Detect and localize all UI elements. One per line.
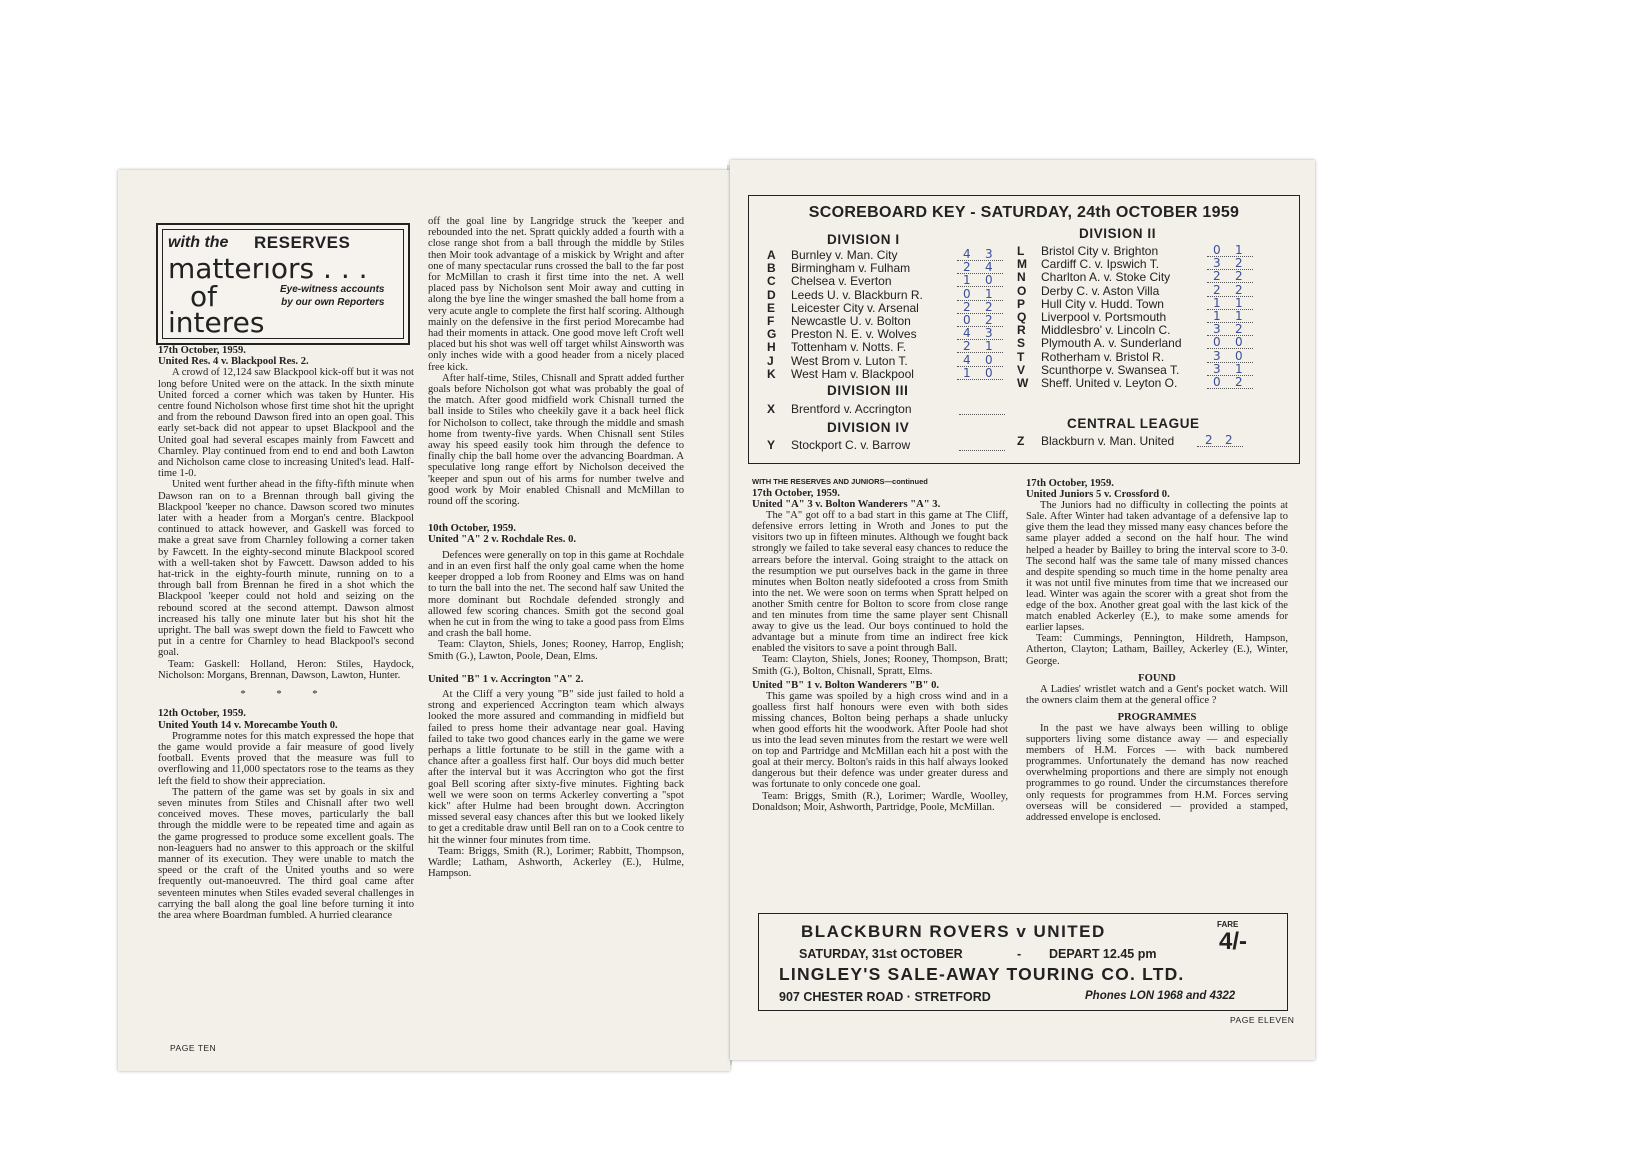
fixture-match: West Ham v. Blackpool [791, 366, 914, 381]
left-column-2 [428, 216, 684, 879]
score-written [1207, 322, 1253, 336]
division-3-heading: DIVISION III [827, 383, 909, 398]
division-2-heading: DIVISION II [1079, 226, 1157, 241]
fixture-letter: E [767, 300, 776, 315]
report-paragraph: United went further ahead in the fifty-fifth minute when Dawson ran on to a Brennan through ball giving the Blackpool 'keeper no chance. Dawson scored two minutes later with a header from a Morgan's centre. Blackpool continued to attack however, and Gaskell was forced to make a great save from Charnley following a corner taken by Fawcett. In the eighty-second minute Blackpool scored with a well-taken shot by Fawcett. Dawson added to his hat-trick in the eighty-fourth minute, running on to a through ball from Brennan he fired in a shot which the Blackpool 'keeper could not hold and seizing on the rebound scored at the second attempt. Dawson almost increased his tally one minute later but his shot hit the upright. The ball was swept down the field to Fawcett who put in a centre for Charnley to head Blackpool's second goal. [158, 479, 414, 659]
division-4-heading: DIVISION IV [827, 420, 910, 435]
fixture-row [767, 367, 1017, 381]
score-home: 4 [963, 352, 971, 367]
fixture-letter: S [1017, 336, 1026, 351]
fixture-match: Leeds U. v. Blackburn R. [791, 287, 923, 302]
score-blank [959, 437, 1005, 451]
fixture-match: Blackburn v. Man. United [1041, 434, 1175, 448]
header-with-the: with the [168, 234, 229, 251]
fixture-letter: V [1017, 362, 1026, 377]
score-away: 2 [985, 299, 993, 314]
advert-fixture: BLACKBURN ROVERS v UNITED [801, 922, 1106, 941]
report-date: 12th October, 1959. [158, 708, 246, 720]
advert-fare-label: FARE [1217, 920, 1239, 929]
score-away: 0 [1235, 335, 1243, 350]
programmes-text: In the past we have always been willing to oblige supporters living some distance away — and especially members of H.M. Forces — with back numbered programmes. Unfortunately the demand has now reached overwhelming proportions and there are simply not enough programmes to go round. Under the circumstances therefore only requests for programmes from H.M. Forces serving overseas will be considered — provided a stamped, addressed envelope is enclosed. [1026, 722, 1288, 823]
score-home: 2 [1205, 433, 1213, 447]
score-written [957, 273, 1003, 287]
fixture-match: Hull City v. Hudd. Town [1041, 296, 1164, 311]
report-heading: United "B" 1 v. Bolton Wanderers "B" 0. [752, 679, 940, 691]
report-paragraph: Defences were generally on top in this game at Rochdale and in an even first half the only goal came when the home keeper dropped a lob from Rooney and Elms was on hand to turn the ball into the net. The second half saw United the more dominant but Rochdale defended strongly and allowed few scoring chances. Smith got the second goal when he cut in from the wing to take a good pass from Elms and crash the ball home. [428, 549, 684, 640]
report-date: 10th October, 1959. [428, 523, 516, 535]
report-date: 17th October, 1959. [158, 345, 246, 356]
report-heading: United Res. 4 v. Blackpool Res. 2. [158, 356, 309, 368]
advert-company: LINGLEY'S SALE-AWAY TOURING CO. LTD. [779, 964, 1185, 984]
fixture-letter: Y [767, 438, 776, 452]
fixture-match: Scunthorpe v. Swansea T. [1041, 362, 1180, 377]
score-away: 3 [985, 247, 993, 261]
score-away: 2 [1225, 433, 1233, 447]
found-heading: FOUND [1138, 672, 1176, 684]
advert-fare: 4/- [1219, 928, 1248, 955]
page-number-right: PAGE ELEVEN [1230, 1015, 1295, 1025]
division-1-heading: DIVISION I [827, 232, 900, 247]
report-paragraph: At the Cliff a very young "B" side just failed to hold a strong and experienced Accrington team which always looked the more assured and commanding in midfield but failed to press home their advantage near goal. Having failed to take two good chances early in the game we were perhaps a little fortunate to be still in the game with a chance after a goalless first half. Our boys did much better after the interval but it was Accrington who got the first goal Bell scoring after sixty-five minutes. Fighting back well we were soon on terms Ackerley converting a "spot kick" after Hulme had been brought down. Accrington missed several easy chances after this but we looked likely to get a creditable draw until Bell ran on to a Cook centre to hit the winner four minutes from time. [428, 688, 684, 846]
report-heading: United "B" 1 v. Accrington "A" 2. [428, 673, 584, 685]
coach-advert [758, 913, 1288, 1011]
score-away: 1 [985, 339, 993, 354]
header-subtitle [280, 283, 384, 309]
report-paragraph: The "A" got off to a bad start in this game at The Cliff, defensive errors letting in Wroth and Jones to put the visitors two up in fifteen minutes. Although we fought back strongly we failed to take several easy chances to reduce the arrears before the interval. Going straight to the attack on the resumption we put ourselves back in the game in three minutes when Bolton neatly sidefooted a cross from Smith into the net. We were soon on terms when Spratt helped on another Smith centre for Bolton to score from close range and ten minutes from time the same player sent Chisnall away to give us the lead. Our boys continued to hold the advantage but a minute from time an indirect free kick enabled the visitors to save a point through Ball. [752, 510, 1008, 655]
fixture-letter: A [767, 248, 776, 262]
fixture-match: Bristol City v. Brighton [1041, 244, 1159, 258]
score-home: 1 [1213, 295, 1221, 310]
fixture-match: Leicester City v. Arsenal [791, 300, 919, 315]
score-away: 4 [985, 260, 993, 275]
fixture-letter: K [767, 366, 776, 381]
team-line: Team: Clayton, Shiels, Jones; Rooney, Thompson, Bratt; Smith (G.), Bolton, Chisnall, Spratt, Elms. [752, 654, 1008, 677]
header-interest: interes [168, 306, 265, 339]
report-date: 17th October, 1959. [752, 488, 840, 499]
score-blank [959, 401, 1005, 415]
score-away: 2 [1235, 269, 1243, 284]
score-home: 1 [963, 365, 971, 380]
score-away: 2 [985, 313, 993, 327]
team-line: Team: Briggs, Smith (R.), Lorimer; Rabbitt, Thompson, Wardle; Latham, Ashworth, Ackerley (E.), Hulme, Hampson. [428, 845, 684, 880]
central-league-heading: CENTRAL LEAGUE [1067, 416, 1200, 431]
score-away: 0 [985, 352, 993, 367]
fixture-letter: M [1017, 257, 1027, 272]
fixture-letter: J [767, 353, 774, 368]
fixture-match: Tottenham v. Notts. F. [791, 340, 907, 355]
score-written [1207, 283, 1253, 297]
score-written [1207, 375, 1253, 389]
fixture-letter: G [767, 327, 777, 342]
score-written [1207, 269, 1253, 283]
score-written [957, 300, 1003, 314]
score-home: 3 [1213, 348, 1221, 363]
advert-dash: - [1017, 947, 1022, 961]
header-reserves: RESERVES [254, 233, 351, 252]
advert-date: SATURDAY, 31st OCTOBER [799, 947, 963, 961]
fixture-match: Plymouth A. v. Sunderland [1041, 336, 1182, 351]
score-home: 1 [1213, 309, 1221, 323]
fixture-match: Liverpool v. Portsmouth [1041, 310, 1167, 324]
score-away: 1 [985, 286, 993, 301]
fixture-match: West Brom v. Luton T. [791, 353, 908, 368]
score-written [1207, 362, 1253, 376]
fixture-row [1017, 376, 1267, 390]
score-written [1197, 433, 1243, 447]
fixture-letter: O [1017, 283, 1027, 298]
score-away: 2 [1235, 322, 1243, 337]
report-paragraph: This game was spoiled by a high cross wind and in a goalless first half honours were even with both sides missing chances, Bolton being perhaps a shade unlucky when good efforts hit the woodwork. After Poole had shot us into the lead seven minutes from the restart we were well on top and Partridge and McMillan each hit a post with the goal at their mercy. Bolton's raids in this half always looked dangerous but their defence was under greater duress and was fortunate to only concede one goal. [752, 690, 1008, 791]
score-home: 4 [963, 326, 971, 341]
score-written [957, 339, 1003, 353]
team-line: Team: Briggs, Smith (R.), Lorimer; Wardle, Woolley, Donaldson; Moir, Ashworth, Partridge, Poole, McMillan. [752, 790, 1008, 813]
score-home: 0 [963, 313, 971, 327]
score-home: 0 [1213, 335, 1221, 350]
fixture-match: Birmingham v. Fulham [791, 261, 911, 276]
score-away: 0 [985, 365, 993, 380]
score-written [1207, 349, 1253, 363]
advert-phones: Phones LON 1968 and 4322 [1085, 990, 1236, 1002]
fixture-letter: Z [1017, 434, 1025, 448]
report-heading: United Youth 14 v. Morecambe Youth 0. [158, 719, 338, 731]
header-subtitle-line2: by our own Reporters [281, 297, 385, 308]
report-paragraph: A crowd of 12,124 saw Blackpool kick-off but it was not long before United were on the attack. In the sixth minute United forced a corner which was taken by Hunter. His centre found Nicholson whose first time shot hit the upright and from the rebound Dawson fired into an open goal. This early set-back did not appear to upset Blackpool and the United goal had several escapes mainly from Fawcett and Charnley. Play continued from end to end and both Lawton and Nicholson came close to increasing United's lead. Half-time 1-0. [158, 367, 414, 480]
fixture-letter: P [1017, 296, 1026, 311]
fixture-letter: N [1017, 270, 1026, 285]
fixture-letter: H [767, 340, 776, 355]
fixture-letter: R [1017, 323, 1026, 338]
fixture-match: Cardiff C. v. Ipswich T. [1041, 257, 1160, 272]
report-paragraph: After half-time, Stiles, Chisnall and Spratt added further goals before Nicholson got what was probably the goal of the match. After good midfield work Chisnall turned the ball inside to Stiles who cheekily gave it a back heel flick for Nicholson to collect, take through the middle and smash home from twenty-five yards. When Chisnall sent Stiles away his speed easily took him through the defence to finally chip the ball home over the advancing Boardman. A speculative long range effort by Nicholson deceived the 'keeper and spun out of his arms for number twelve and good work by Moir enabled Chisnall and McMillan to round off the scoring. [428, 372, 684, 508]
report-date: 17th October, 1959. [1026, 478, 1114, 489]
team-line: Team: Gaskell: Holland, Heron: Stiles, Haydock, Nicholson: Morgans, Brennan, Dawson, Lawton, Hunter. [158, 658, 414, 681]
score-written [957, 287, 1003, 301]
programmes-heading: PROGRAMMES [1117, 711, 1197, 723]
score-written [1207, 309, 1253, 323]
score-written [1207, 296, 1253, 310]
report-paragraph: The Juniors had no difficulty in collecting the points at Sale. After Winter had taken advantage of a defensive lap to give them the lead they missed many easy chances before the same player added a second on the half hour. The wind helped a header by Bailley to bring the interval score to 3-0. The second half was the same tale of many missed chances and despite spending so much time in the home penalty area it was not until five minutes from time that we increased our lead. Winter was again the scorer with a great shot from the edge of the box. Another great goal with the last kick of the match enabled Ackerley (E.), to make some amends for earlier lapses. [1026, 500, 1288, 634]
score-home: 2 [963, 339, 971, 354]
score-written [957, 313, 1003, 327]
advert-address: 907 CHESTER ROAD · STRETFORD [779, 990, 991, 1004]
left-column-1 [158, 345, 414, 921]
score-home: 4 [963, 247, 971, 261]
fixture-letter: Q [1017, 310, 1027, 324]
fixture-match: Sheff. United v. Leyton O. [1041, 376, 1178, 390]
score-away: 1 [1235, 243, 1243, 257]
header-subtitle-line1: Eye-witness accounts [280, 284, 385, 295]
page-eleven [730, 160, 1315, 1060]
fixture-row [767, 438, 1017, 452]
continued-label: WITH THE RESERVES AND JUNIORS—continued [752, 477, 928, 486]
fixture-match: Charlton A. v. Stoke City [1041, 270, 1171, 285]
score-away: 2 [1235, 282, 1243, 297]
score-home: 0 [963, 286, 971, 301]
page-number-left: PAGE TEN [170, 1043, 217, 1053]
advert-depart: DEPART 12.45 pm [1049, 947, 1157, 961]
score-home: 0 [1213, 243, 1221, 257]
score-away: 0 [1235, 348, 1243, 363]
header-of: of [190, 280, 217, 313]
report-paragraph: off the goal line by Langridge struck the 'keeper and rebounded into the net. Spratt quickly added a fourth with a close range shot from a ball through the middle by Stiles then Moir took advantage of a miskick by Wright and after one of many spectacular runs crossed the ball to the far post for McMillan to crash it first time into the net. A well placed pass by Nicholson sent Moir away and cutting in along the bye line the winger smashed the ball home from a very acute angle to complete the first half scoring. Although mainly on the defensive in the first period Morecambe had had their moments in attack. One good move left Croft well placed but his shot was well off target whilst Ainsworth was only inches wide with a good header from a nicely placed free kick. [428, 216, 684, 373]
score-home: 1 [963, 273, 971, 288]
fixture-match: Stockport C. v. Barrow [791, 438, 911, 452]
fixture-match: Preston N. E. v. Wolves [791, 327, 917, 342]
score-away: 3 [985, 326, 993, 341]
score-written [957, 326, 1003, 340]
score-home: 2 [1213, 282, 1221, 297]
fixture-match: Derby C. v. Aston Villa [1041, 283, 1160, 298]
page-ten [118, 170, 730, 1071]
score-home: 2 [1213, 269, 1221, 284]
found-text: A Ladies' wristlet watch and a Gent's pocket watch. Will the owners claim them at the general office ? [1026, 683, 1288, 706]
fixture-match: Newcastle U. v. Bolton [791, 314, 911, 328]
fixture-letter: C [767, 274, 776, 289]
report-paragraph: The pattern of the game was set by goals in six and seven minutes from Stiles and Chisnall after two well conceived moves. These moves, particularly the ball through the middle were to be repeated time and again as the game progressed to produce some excellent goals. The non-leaguers had no answer to this approach or the skilful manner of its execution. They were unable to match the speed or the craft of the United youths and so were frequently out-manoeuvred. The third goal came after seventeen minutes when Stiles evaded several challenges in carrying the ball along the goal line before turning it into the area where Boardman fumbled. A hurried clearance [158, 786, 414, 921]
score-home: 2 [963, 299, 971, 314]
reserves-header-box [156, 223, 410, 345]
fixture-match: Chelsea v. Everton [791, 274, 892, 289]
score-home: 2 [963, 260, 971, 275]
report-heading: United "A" 3 v. Bolton Wanderers "A" 3. [752, 499, 941, 511]
fixture-letter: B [767, 261, 776, 276]
right-column-1 [752, 488, 1008, 813]
header-matters: matterıors . . . [168, 252, 368, 285]
fixture-letter: X [767, 402, 776, 416]
report-paragraph: Programme notes for this match expressed the hope that the game would provide a fair measure of good lively football. Events proved that the measure was full to overflowing and 11,000 spectators rose to the teams as they left the field to show their appreciation. [158, 730, 414, 787]
score-written [957, 353, 1003, 367]
score-written [957, 247, 1003, 261]
team-line: Team: Cummings, Pennington, Hildreth, Hampson, Atherton, Clayton; Latham, Bailley, Ackerley (E.), Winter, George. [1026, 633, 1288, 667]
score-away: 1 [1235, 295, 1243, 310]
score-home: 3 [1213, 256, 1221, 271]
fixture-row [1017, 434, 1297, 448]
scoreboard-title: SCOREBOARD KEY - SATURDAY, 24th OCTOBER 1959 [808, 204, 1240, 221]
fixture-match: Rotherham v. Bristol R. [1041, 349, 1165, 364]
score-written [1207, 256, 1253, 270]
fixture-row [767, 402, 1017, 416]
report-heading: United "A" 2 v. Rochdale Res. 0. [428, 534, 577, 546]
score-away: 0 [985, 273, 993, 288]
score-away: 2 [1235, 375, 1243, 389]
score-away: 1 [1235, 309, 1243, 323]
section-divider: * * * [240, 689, 332, 701]
fixture-match: Brentford v. Accrington [791, 402, 912, 416]
score-home: 3 [1213, 322, 1221, 337]
team-line: Team: Clayton, Shiels, Jones; Rooney, Harrop, English; Smith (G.), Lawton, Poole, Dean, Elms. [428, 639, 684, 662]
fixture-match: Burnley v. Man. City [791, 248, 898, 262]
fixture-letter: L [1017, 244, 1025, 258]
scoreboard-key [748, 195, 1300, 464]
fixture-letter: F [767, 314, 775, 328]
score-written [957, 366, 1003, 380]
fixture-match: Middlesbro' v. Lincoln C. [1041, 323, 1171, 338]
fixture-letter: D [767, 287, 776, 302]
score-away: 2 [1235, 256, 1243, 271]
fixture-letter: W [1017, 376, 1029, 390]
report-heading: United Juniors 5 v. Crossford 0. [1026, 489, 1170, 501]
score-home: 3 [1213, 361, 1221, 376]
fixture-letter: T [1017, 349, 1025, 364]
score-away: 1 [1235, 361, 1243, 376]
right-column-2 [1026, 478, 1288, 823]
score-home: 0 [1213, 375, 1221, 389]
score-written [957, 260, 1003, 274]
score-written [1207, 243, 1253, 257]
score-written [1207, 335, 1253, 349]
